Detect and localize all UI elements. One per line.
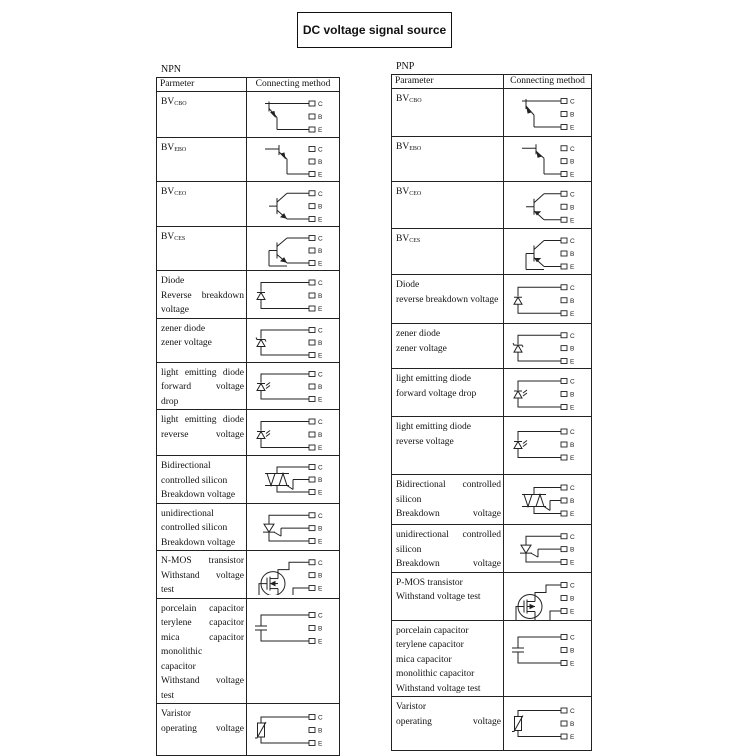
terminal-label: C [570,378,575,386]
param-subscript: CBO [174,101,187,107]
varistor-icon [504,697,591,750]
terminal-label: E [570,264,575,271]
pmos-icon [504,573,591,620]
capacitor-icon [247,599,339,703]
led-reverse-icon [247,410,339,455]
terminal-label: E [318,352,323,359]
zener-diode-icon [504,324,591,368]
terminal-label: E [570,559,575,567]
terminal-label: E [318,585,323,593]
terminal-label: E [570,455,575,462]
terminal-label: E [318,740,323,748]
param-cell [392,137,504,182]
terminal-label: B [570,442,575,449]
connection-cell [247,551,340,599]
diode-icon [247,271,339,316]
table-row [157,598,340,704]
param-cell [392,572,504,620]
connection-cell [504,89,592,137]
param-cell [392,324,504,369]
triac-icon [504,475,591,524]
table-row [392,369,592,417]
table-row [157,227,340,271]
connection-cell [247,704,340,756]
terminal-label: C [318,559,323,567]
terminal-label: E [318,445,323,452]
terminal-label: E [318,127,323,134]
terminal-label: C [318,419,323,426]
terminal-label: B [318,159,323,166]
varistor-icon [247,704,339,755]
terminal-label: E [318,306,323,313]
param-main: BV [396,187,410,197]
table-row [392,417,592,475]
terminal-label: C [570,238,575,245]
table-header [157,78,340,92]
table-row [392,697,592,751]
terminal-label: B [570,647,575,654]
param-label: zener diode zener voltage [396,329,447,354]
terminal-label: B [318,727,323,735]
terminal-label: B [318,248,323,255]
npn-transistor-ces-icon [247,227,339,270]
connection-cell [247,92,340,138]
connection-cell [247,271,340,319]
connection-cell [504,620,592,697]
terminal-label: B [318,432,323,439]
terminal-label: E [570,358,575,366]
terminal-label: B [570,251,575,258]
table-header [392,75,592,89]
param-cell [392,475,504,525]
connection-cell [247,410,340,456]
connection-cell [504,697,592,751]
param-main: BV [161,232,175,242]
param-label: P-MOS transistor Withstand voltage test [396,577,481,602]
scr-icon [504,525,591,569]
param-label: zener diode zener voltage [161,323,212,348]
param-subscript: CES [174,236,186,242]
terminal-label: E [570,124,575,132]
scr-icon [247,504,339,548]
connection-cell [247,227,340,271]
npn-section-label: NPN [161,64,182,75]
terminal-label: B [570,546,575,554]
terminal-label: C [318,146,323,154]
param-cell [392,525,504,573]
terminal-label: C [318,371,323,378]
connection-cell [247,318,340,362]
pnp-cb-junction-icon [504,89,591,136]
terminal-label: C [318,101,323,108]
connection-cell [247,182,340,227]
terminal-label: E [318,538,323,545]
terminal-label: E [570,660,575,667]
param-cell [392,229,504,275]
table-row [157,92,340,138]
led-icon [247,363,339,406]
terminal-label: C [570,98,575,106]
method-column-header: Connecting method [247,78,340,92]
led-reverse-icon [504,417,591,474]
param-main: BV [396,94,410,104]
table-row [392,137,592,182]
param-label: Bidirectional controlled silicon Breakdown voltage [161,461,236,500]
connection-cell [504,275,592,324]
param-label [392,182,503,202]
param-label: Diode Reverse breakdown voltage [161,276,244,315]
param-main: BV [161,143,175,153]
terminal-label: C [318,280,323,287]
terminal-label: B [570,111,575,119]
connection-cell [504,417,592,475]
connection-cell [504,137,592,182]
led-icon [504,369,591,416]
param-cell [157,362,247,410]
terminal-label: B [318,203,323,211]
terminal-label: E [318,171,323,179]
param-cell [157,318,247,362]
page-title: DC voltage signal source [297,12,452,48]
param-cell [157,410,247,456]
connection-cell [247,503,340,551]
pnp-section-label: PNP [396,61,415,72]
npn-eb-junction-icon [247,138,339,181]
table-row [392,572,592,620]
param-label [157,138,246,158]
table-row [157,362,340,410]
table-row [157,318,340,362]
param-main: BV [161,187,175,197]
param-cell [392,182,504,229]
terminal-label: C [318,714,323,722]
terminal-label: E [570,734,575,741]
terminal-label: E [318,489,323,497]
param-label [157,182,246,202]
terminal-label: B [318,293,323,300]
terminal-label: C [318,612,323,619]
terminal-label: B [318,477,323,484]
param-cell [157,598,247,704]
param-label: light emitting diode forward voltage drop [161,367,244,407]
terminal-label: C [570,332,575,340]
param-cell [157,271,247,319]
param-label: porcelain capacitor terylene capacitor mica capacitor monolithic capacitor Withstand voltage test [161,603,244,701]
param-subscript: CEO [409,191,422,197]
terminal-label: E [318,216,323,224]
connection-cell [247,456,340,504]
param-column-header: Parmeter [157,78,247,92]
param-subscript: CES [409,238,421,244]
terminal-label: C [570,485,575,492]
param-cell [392,417,504,475]
param-label: porcelain capacitor terylene capacitor mica capacitor monolithic capacitor Withstand voltage test [396,625,481,694]
terminal-label: B [318,572,323,580]
param-subscript: CBO [409,98,422,104]
npn-transistor-ceo-icon [247,182,339,226]
terminal-label: B [318,114,323,121]
method-column-header: Connecting method [504,75,592,89]
terminal-label: C [318,464,323,472]
terminal-label: B [570,595,575,602]
param-column-header: Parameter [392,75,504,89]
connection-cell [247,362,340,410]
terminal-label: C [570,708,575,715]
connection-cell [504,324,592,369]
terminal-label: B [570,345,575,353]
table-row [392,324,592,369]
npn-table [156,77,340,756]
terminal-label: B [318,383,323,391]
capacitor-icon [504,621,591,690]
table-row [157,410,340,456]
nmos-icon [247,551,339,595]
param-main: BV [396,234,410,244]
param-cell [157,551,247,599]
terminal-label: B [570,297,575,305]
triac-icon [247,456,339,499]
param-label [392,137,503,157]
param-subscript: CEO [174,191,187,197]
param-cell [157,227,247,271]
param-cell [392,369,504,417]
param-cell [392,697,504,751]
table-row [392,229,592,275]
param-label: light emitting diode forward voltage drop [396,374,477,399]
param-cell [157,503,247,551]
terminal-label: B [318,625,323,632]
param-cell [157,92,247,138]
connection-cell [504,475,592,525]
terminal-label: C [318,190,323,198]
pnp-transistor-ces-icon [504,229,591,274]
table-row [392,620,592,697]
terminal-label: E [318,396,323,403]
table-row [157,182,340,227]
terminal-label: E [318,638,323,645]
table-row [157,503,340,551]
terminal-label: B [570,204,575,212]
param-main: BV [396,142,410,152]
terminal-label: E [318,260,323,268]
param-label: N-MOS transistor Withstand voltage test [161,556,244,595]
param-cell [392,620,504,697]
terminal-label: C [318,327,323,334]
param-main: BV [161,97,175,107]
terminal-label: C [570,284,575,292]
pnp-table [391,74,592,751]
table-row [157,551,340,599]
param-label: Varistor operating voltage [396,702,501,727]
connection-cell [504,572,592,620]
table-row [392,89,592,137]
param-cell [392,275,504,324]
param-label [157,227,246,247]
terminal-label: E [570,404,575,412]
param-cell [157,456,247,504]
table-row [392,525,592,573]
terminal-label: C [570,582,575,589]
terminal-label: C [318,512,323,520]
terminal-label: E [570,217,575,225]
terminal-label: B [570,498,575,505]
table-row [157,271,340,319]
terminal-label: E [570,171,575,179]
connection-cell [504,369,592,417]
terminal-label: B [570,158,575,166]
param-label: unidirectional controlled silicon Breakdown voltage [161,508,236,548]
terminal-label: B [570,391,575,399]
param-label [157,92,246,112]
pnp-eb-junction-icon [504,137,591,181]
diode-icon [504,275,591,323]
connection-cell [504,525,592,573]
param-label [392,89,503,109]
param-cell [157,704,247,756]
connection-cell [504,229,592,275]
param-label: light emitting diode reverse voltage [396,422,471,447]
connection-cell [247,138,340,182]
connection-cell [504,182,592,229]
table-row [157,456,340,504]
terminal-label: E [570,310,575,318]
param-label: Diode reverse breakdown voltage [396,280,499,305]
table-row [157,704,340,756]
param-cell [157,182,247,227]
param-cell [392,89,504,137]
terminal-label: B [318,339,323,347]
terminal-label: C [570,191,575,199]
param-subscript: EBO [174,147,187,153]
terminal-label: E [570,608,575,615]
table-row [392,275,592,324]
terminal-label: B [318,525,323,533]
table-row [392,182,592,229]
zener-diode-icon [247,319,339,362]
terminal-label: E [570,511,575,518]
terminal-label: C [570,429,575,436]
param-label [392,229,503,249]
terminal-label: C [570,145,575,153]
terminal-label: C [570,634,575,641]
npn-cb-junction-icon [247,92,339,137]
param-label: light emitting diode reverse voltage [161,415,244,440]
terminal-label: C [570,533,575,541]
param-label: Varistor operating voltage [161,709,244,734]
terminal-label: C [318,235,323,243]
param-label: unidirectional controlled silicon Breakdown voltage [396,530,501,569]
table-row [157,138,340,182]
table-row [392,475,592,525]
param-cell [157,138,247,182]
param-subscript: EBO [409,146,422,152]
terminal-label: B [570,721,575,728]
pnp-transistor-ceo-icon [504,182,591,228]
param-label: Bidirectional controlled silicon Breakdown voltage [396,480,501,519]
connection-cell [247,598,340,704]
